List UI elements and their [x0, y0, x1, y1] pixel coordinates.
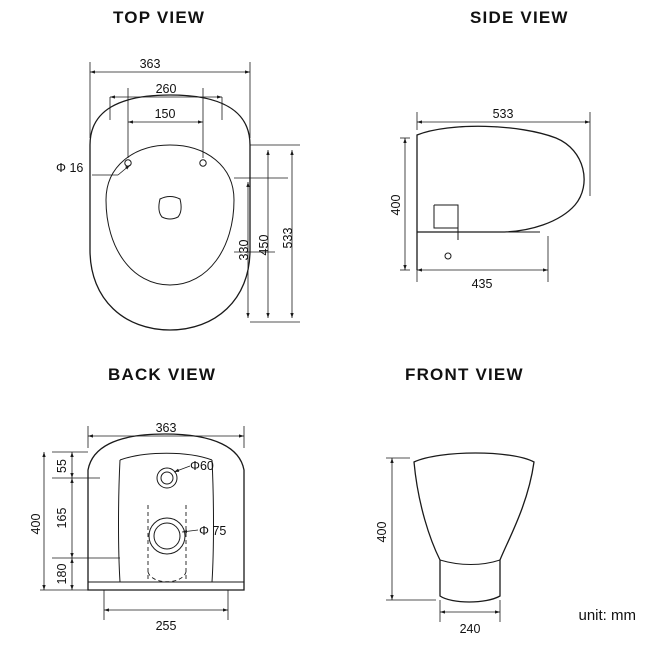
view-title-top-view: TOP VIEW: [113, 8, 206, 27]
dim-back-seg-top: 55: [55, 459, 69, 473]
view-title-front-view: FRONT VIEW: [405, 365, 524, 384]
dim-front-base-width: 240: [459, 622, 481, 636]
dim-side-height: 400: [389, 194, 403, 216]
dim-back-height-total: 400: [29, 513, 43, 535]
top-view-drawing: [56, 57, 300, 330]
side-view-drawing: [389, 107, 590, 291]
dim-back-seg-mid: 165: [55, 507, 69, 529]
view-title-side-view: SIDE VIEW: [470, 8, 569, 27]
dim-top-bolt-outer: 260: [155, 82, 177, 96]
unit-note: unit: mm: [578, 607, 636, 624]
dim-side-length-top: 533: [492, 107, 514, 121]
dim-back-width-outer: 363: [155, 421, 177, 435]
dim-top-depth-total: 533: [281, 227, 295, 249]
dim-front-height: 400: [375, 521, 389, 543]
dim-top-width-outer: 363: [139, 57, 161, 71]
dim-back-hole-lower: Φ 75: [199, 524, 227, 538]
back-view-drawing: [29, 421, 244, 633]
dim-top-hole-diameter: Φ 16: [56, 161, 84, 175]
dim-top-bolt-inner: 150: [154, 107, 176, 121]
dim-top-depth-mid: 450: [257, 234, 271, 256]
dim-back-seg-bottom: 180: [55, 563, 69, 585]
dim-back-hole-upper: Φ60: [190, 459, 214, 473]
dim-side-length-bottom: 435: [471, 277, 493, 291]
dim-back-base-width: 255: [155, 619, 177, 633]
front-view-drawing: [375, 453, 534, 636]
view-title-back-view: BACK VIEW: [108, 365, 217, 384]
dim-top-depth-inner: 330: [237, 239, 251, 261]
